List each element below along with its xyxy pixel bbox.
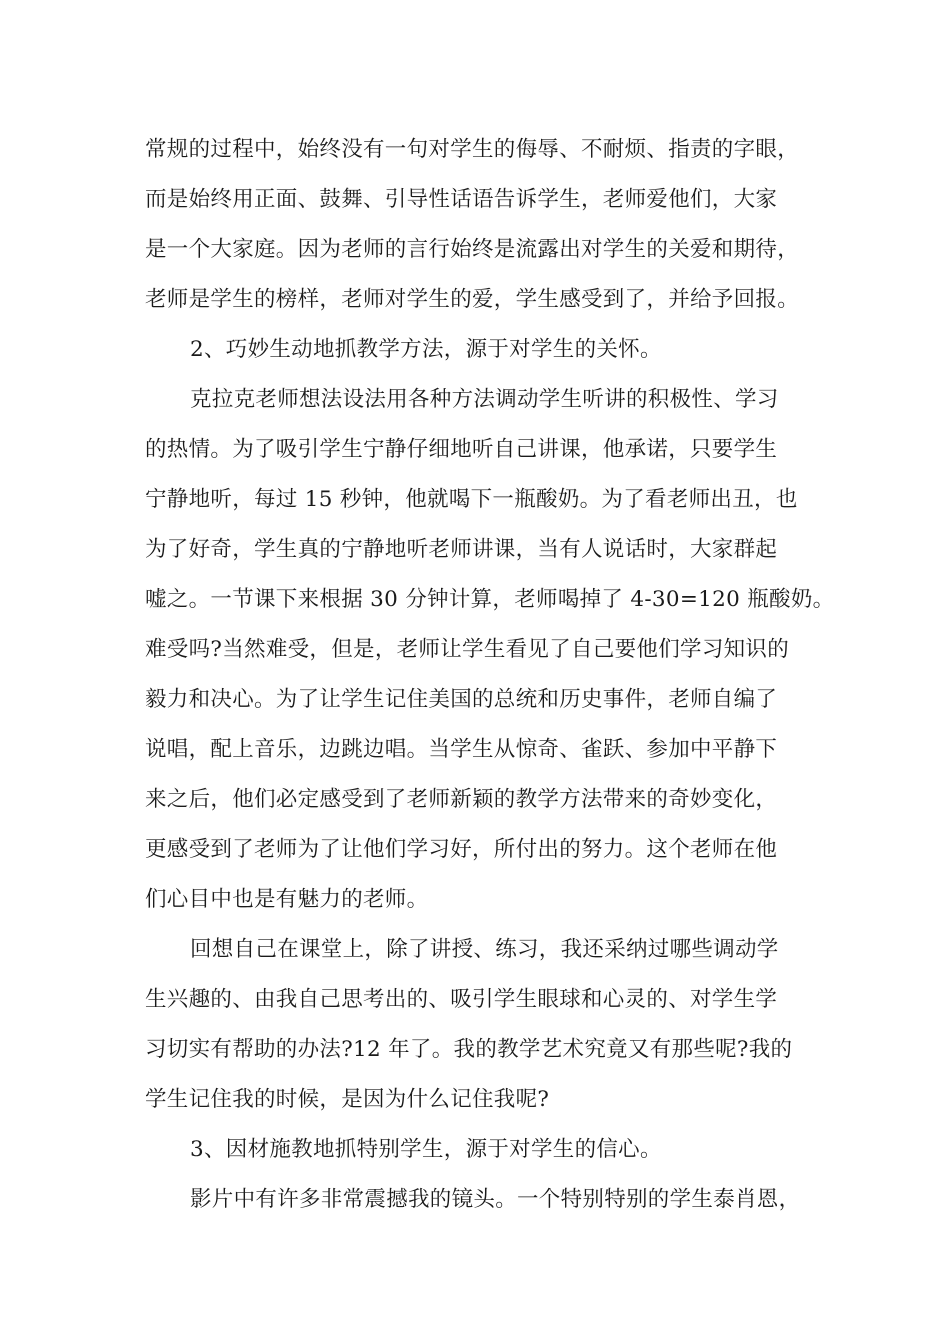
text-line: 是一个大家庭。因为老师的言行始终是流露出对学生的关爱和期待，: [145, 237, 800, 262]
section-heading: 2、巧妙生动地抓教学方法，源于对学生的关怀。: [190, 337, 662, 362]
text-line: 老师是学生的榜样，老师对学生的爱，学生感受到了，并给予回报。: [145, 287, 800, 312]
section-heading: 3、因材施教地抓特别学生，源于对学生的信心。: [190, 1137, 662, 1162]
text-line: 的热情。为了吸引学生宁静仔细地听自己讲课，他承诺，只要学生: [145, 437, 778, 462]
text-line: 生兴趣的、由我自己思考出的、吸引学生眼球和心灵的、对学生学: [145, 987, 778, 1012]
text-line: 回想自己在课堂上，除了讲授、练习，我还采纳过哪些调动学: [190, 937, 779, 962]
text-line: 宁静地听，每过 15 秒钟，他就喝下一瓶酸奶。为了看老师出丑，也: [145, 487, 798, 512]
text-line: 说唱，配上音乐，边跳边唱。当学生从惊奇、雀跃、参加中平静下: [145, 737, 778, 762]
text-line: 为了好奇，学生真的宁静地听老师讲课，当有人说话时，大家群起: [145, 537, 778, 562]
text-line: 们心目中也是有魅力的老师。: [145, 887, 429, 912]
text-line: 而是始终用正面、鼓舞、引导性话语告诉学生，老师爱他们，大家: [145, 187, 778, 212]
text-line: 常规的过程中，始终没有一句对学生的侮辱、不耐烦、指责的字眼，: [145, 137, 800, 162]
text-line: 学生记住我的时候，是因为什么记住我呢?: [145, 1087, 550, 1112]
text-line: 克拉克老师想法设法用各种方法调动学生听讲的积极性、学习: [190, 387, 779, 412]
text-line: 影片中有许多非常震撼我的镜头。一个特别特别的学生泰肖恩，: [190, 1187, 801, 1212]
text-line: 毅力和决心。为了让学生记住美国的总统和历史事件，老师自编了: [145, 687, 778, 712]
text-line: 嘘之。一节课下来根据 30 分钟计算，老师喝掉了 4-30=120 瓶酸奶。: [145, 587, 835, 612]
text-line: 来之后，他们必定感受到了老师新颖的教学方法带来的奇妙变化，: [145, 787, 778, 812]
text-line: 难受吗?当然难受，但是，老师让学生看见了自己要他们学习知识的: [145, 637, 790, 662]
text-line: 更感受到了老师为了让他们学习好，所付出的努力。这个老师在他: [145, 837, 778, 862]
text-line: 习切实有帮助的办法?12 年了。我的教学艺术究竟又有那些呢?我的: [145, 1037, 793, 1062]
